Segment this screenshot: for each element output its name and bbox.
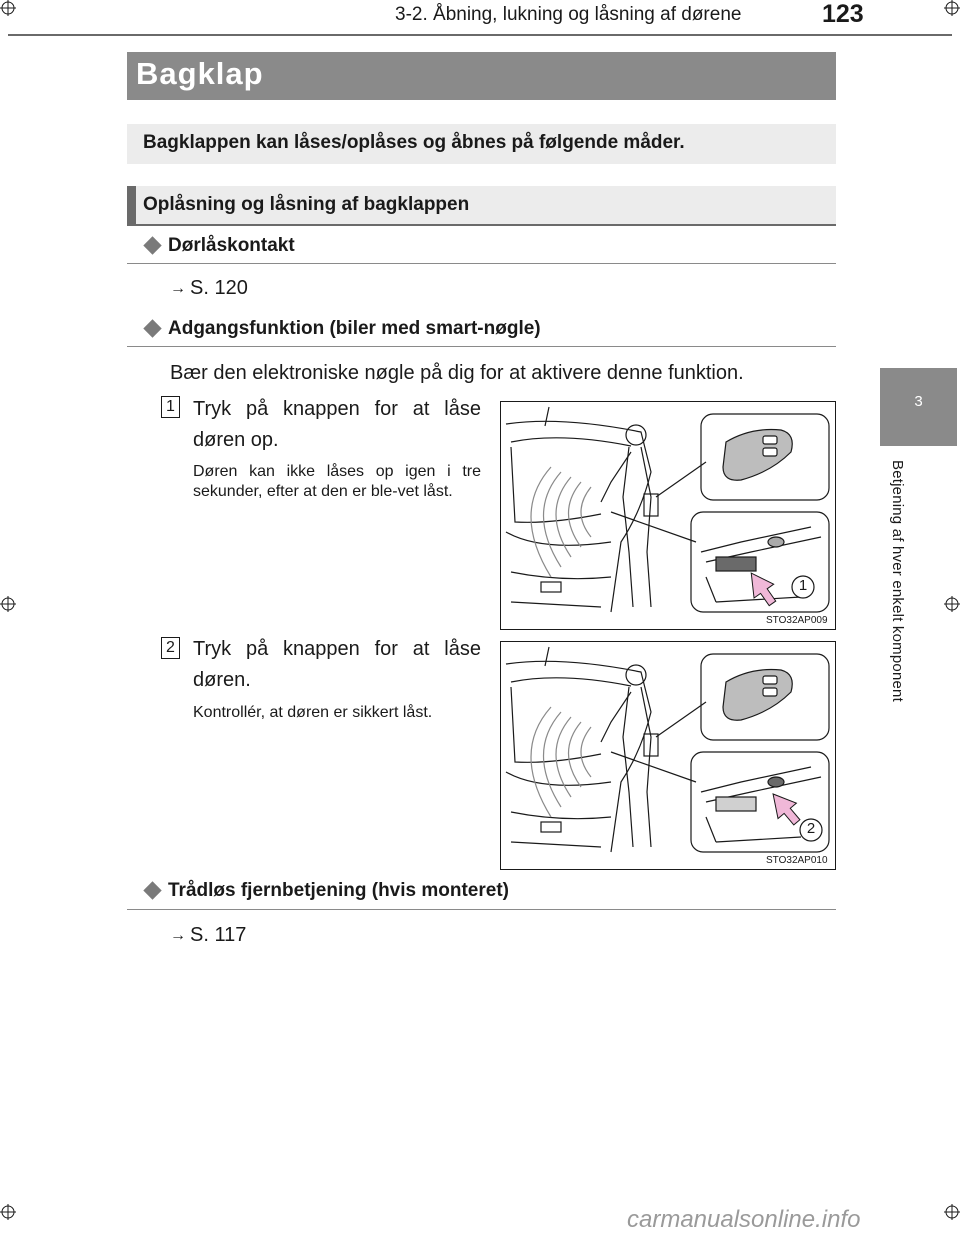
step-instruction: Tryk på knappen for at låse døren op. [193, 398, 481, 451]
page-number: 123 [822, 0, 864, 28]
page-reference-link[interactable]: S. 117 [190, 924, 247, 946]
chapter-side-label: Betjening af hver enkelt komponent [889, 460, 906, 702]
step-note: Kontrollér, at døren er sikkert låst. [193, 704, 433, 721]
page-reference-link[interactable]: S. 120 [190, 277, 248, 299]
item-heading-wireless-remote: Trådløs fjernbetjening (hvis monteret) [168, 880, 509, 901]
figure-callout-number: 2 [806, 820, 816, 837]
item-description: Bær den elektroniske nøgle på dig for at aktivere denne funktion. [170, 362, 744, 384]
footer-watermark-url: carmanualsonline.info [627, 1206, 861, 1233]
arrow-right-icon: → [170, 280, 186, 297]
arrow-right-icon: → [170, 927, 186, 944]
item-heading-access-function: Adgangsfunktion (biler med smart-nøgle) [168, 318, 541, 339]
figure-callout-number: 1 [798, 577, 808, 594]
page-title: Bagklap [136, 56, 264, 91]
running-header-section: 3-2. Åbning, lukning og låsning af dørene [395, 4, 742, 25]
intro-text: Bagklappen kan låses/oplåses og åbnes på følgende måder. [143, 132, 685, 153]
item-heading-door-lock-switch: Dørlåskontakt [168, 235, 295, 256]
step-number-badge: 1 [161, 396, 180, 418]
step-number-badge: 2 [161, 637, 180, 659]
figure-code: STO32AP010 [766, 855, 828, 866]
section-heading: Oplåsning og låsning af bagklappen [143, 194, 470, 215]
chapter-tab-number: 3 [914, 393, 923, 410]
step-note: Døren kan ikke låses op igen i tre sekunder, efter at den er ble-vet låst. [193, 463, 481, 500]
figure-code: STO32AP009 [766, 615, 828, 626]
step-instruction: Tryk på knappen for at låse døren. [193, 638, 481, 691]
